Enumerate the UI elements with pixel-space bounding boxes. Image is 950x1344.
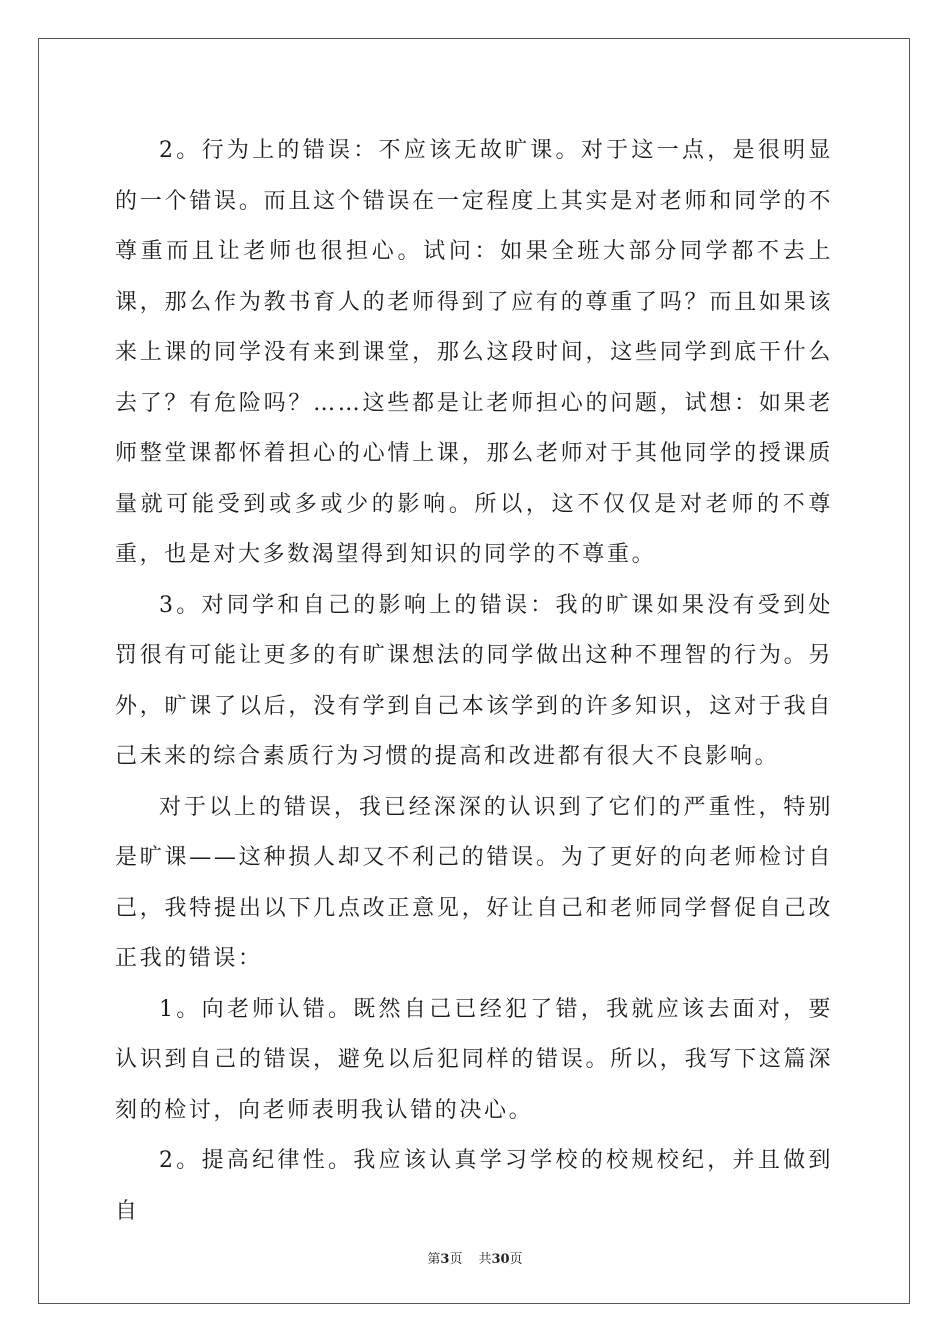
- total-prefix: 共: [478, 1252, 492, 1267]
- page-number: 3: [440, 1252, 450, 1267]
- paragraph: 1。向老师认错。既然自己已经犯了错，我就应该去面对，要认识到自己的错误，避免以后犯同样的错误。所以，我写下这篇深刻的检讨，向老师表明我认错的决心。: [115, 996, 833, 1123]
- paragraph: 2。行为上的错误：不应该无故旷课。对于这一点，是很明显的一个错误。而且这个错误在一定程度上其实是对老师和同学的不尊重而且让老师也很担心。试问：如果全班大部分同学都不去上课，那么作为教书育人的老师得到了应有的尊重了吗？而且如果该来上课的同学没有来到课堂，那么这段时间，这些同学到底干什么去了？有危险吗？……这些都是让老师担心的问题，试想：如果老师整堂课都怀着担心的心情上课，那么老师对于其他同学的授课质量就可能受到或多或少的影响。所以，这不仅仅是对老师的不尊重，也是对大多数渴望得到知识的同学的不尊重。: [115, 138, 833, 567]
- total-suffix: 页: [509, 1252, 523, 1267]
- document-body: [115, 126, 833, 1237]
- page-footer: [0, 1248, 950, 1267]
- page-suffix: 页: [449, 1252, 463, 1267]
- paragraph: 对于以上的错误，我已经深深的认识到了它们的严重性，特别是旷课——这种损人却又不利己的错误。为了更好的向老师检讨自己，我特提出以下几点改正意见，好让自己和老师同学督促自己改正我的错误：: [115, 794, 833, 971]
- page-prefix: 第: [427, 1252, 441, 1267]
- total-pages: 30: [491, 1252, 510, 1267]
- paragraph: 2。提高纪律性。我应该认真学习学校的校规校纪，并且做到自: [115, 1148, 833, 1224]
- paragraph: 3。对同学和自己的影响上的错误：我的旷课如果没有受到处罚很有可能让更多的有旷课想法的同学做出这种不理智的行为。另外，旷课了以后，没有学到自己本该学到的许多知识，这对于我自己未来的综合素质行为习惯的提高和改进都有很大不良影响。: [115, 592, 833, 769]
